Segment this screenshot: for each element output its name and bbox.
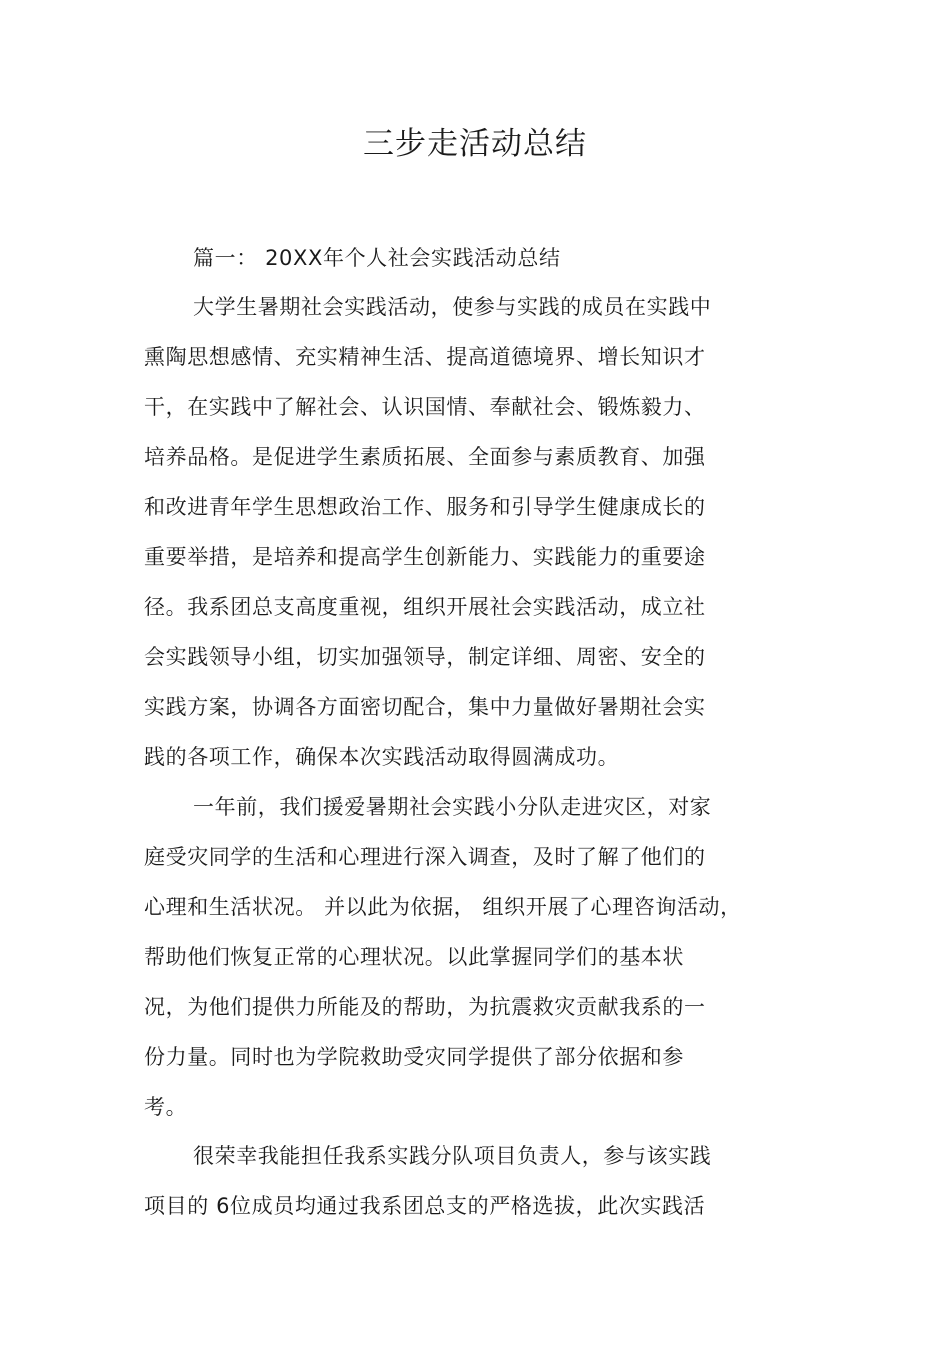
text-line: 大学生暑期社会实践活动，使参与实践的成员在实践中 xyxy=(193,295,712,319)
text-line: 考。 xyxy=(144,1095,188,1119)
text-line: 径。我系团总支高度重视，组织开展社会实践活动，成立社 xyxy=(144,595,706,619)
text-line: 很荣幸我能担任我系实践分队项目负责人，参与该实践 xyxy=(193,1144,712,1168)
section-heading: 篇一： 20XX年个人社会实践活动总结 xyxy=(193,246,561,270)
text-line: 实践方案，协调各方面密切配合，集中力量做好暑期社会实 xyxy=(144,695,706,719)
text-line: 重要举措，是培养和提高学生创新能力、实践能力的重要途 xyxy=(144,545,706,569)
text-line: 践的各项工作，确保本次实践活动取得圆满成功。 xyxy=(144,745,620,769)
text-line: 庭受灾同学的生活和心理进行深入调查，及时了解了他们的 xyxy=(144,845,706,869)
document-title: 三步走活动总结 xyxy=(363,126,587,162)
text-line: 心理和生活状况。 并以此为依据， 组织开展了心理咨询活动， xyxy=(144,895,742,919)
text-line: 熏陶思想感情、充实精神生活、提高道德境界、增长知识才 xyxy=(144,345,706,369)
text-line: 干，在实践中了解社会、认识国情、奉献社会、锻炼毅力、 xyxy=(144,395,706,419)
text-line: 会实践领导小组，切实加强领导，制定详细、周密、安全的 xyxy=(144,645,706,669)
text-line: 培养品格。是促进学生素质拓展、全面参与素质教育、加强 xyxy=(144,445,706,469)
text-line: 和改进青年学生思想政治工作、服务和引导学生健康成长的 xyxy=(144,495,706,519)
text-line: 一年前，我们援爱暑期社会实践小分队走进灾区，对家 xyxy=(193,795,712,819)
text-line: 份力量。同时也为学院救助受灾同学提供了部分依据和参 xyxy=(144,1045,684,1069)
text-line: 帮助他们恢复正常的心理状况。以此掌握同学们的基本状 xyxy=(144,945,684,969)
text-line: 项目的 6位成员均通过我系团总支的严格选拔，此次实践活 xyxy=(144,1194,706,1218)
text-line: 况，为他们提供力所能及的帮助，为抗震救灾贡献我系的一 xyxy=(144,995,706,1019)
